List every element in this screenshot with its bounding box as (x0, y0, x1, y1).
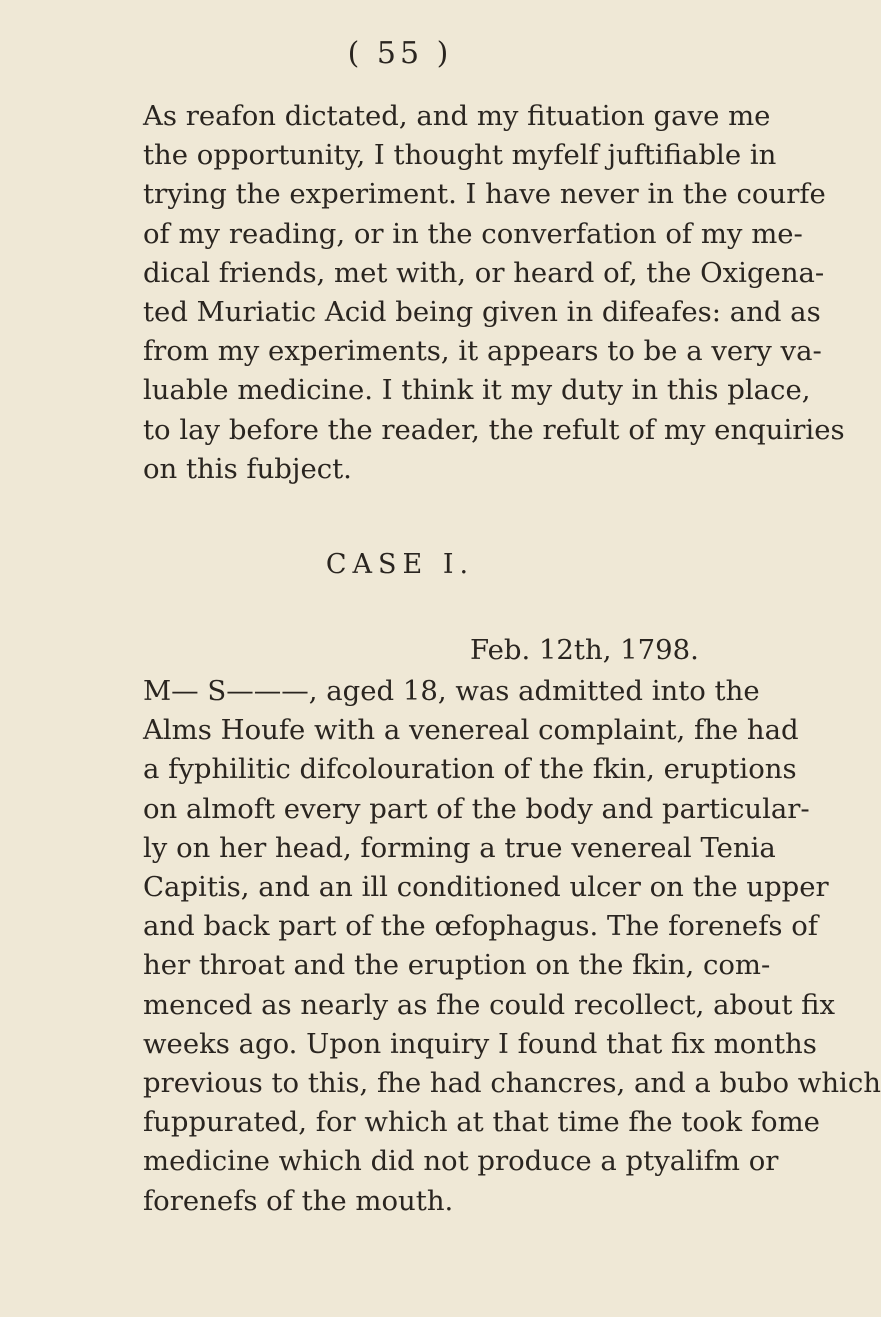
text-line: forenefs of the mouth. (143, 1184, 454, 1217)
text-line: a fyphilitic difcolouration of the fkin, eruptions (143, 753, 797, 786)
text-line: on almoft every part of the body and particular- (143, 792, 810, 825)
text-line: As reafon dictated, and my fituation gave me (143, 100, 771, 132)
text-line: trying the experiment. I have never in the courfe (143, 178, 826, 211)
text-line: dical friends, met with, or heard of, the Oxigena- (143, 256, 825, 289)
text-line: previous to this, fhe had chancres, and a bubo which (143, 1067, 881, 1100)
text-line: to lay before the reader, the refult of my enquiries (143, 413, 845, 446)
text-line: the opportunity, I thought myfelf juftifiable in (143, 139, 777, 172)
text-line: medicine which did not produce a ptyalifm or (143, 1145, 779, 1178)
page-number: ( 55 ) (347, 36, 453, 71)
text-line: of my reading, or in the converfation of my me- (143, 217, 803, 250)
text-line: Alms Houfe with a venereal complaint, fhe had (143, 714, 799, 747)
text-line: her throat and the eruption on the fkin, com- (143, 949, 771, 982)
text-line: fuppurated, for which at that time fhe took fome (143, 1106, 820, 1139)
text-line: weeks ago. Upon inquiry I found that fix months (143, 1027, 817, 1060)
paragraph-case (143, 672, 881, 1221)
text-line: on this fubject. (143, 452, 352, 485)
text-line: ly on her head, forming a true venereal Tenia (143, 831, 776, 864)
text-line: from my experiments, it appears to be a very va- (143, 335, 822, 368)
case-date: Feb. 12th, 1798. (470, 634, 699, 666)
text-line: luable medicine. I think it my duty in this place, (143, 374, 811, 407)
text-line: M— S———, aged 18, was admitted into the (143, 675, 760, 707)
paragraph-intro (143, 97, 845, 489)
text-line: ted Muriatic Acid being given in difeafes: and as (143, 296, 821, 329)
text-line: and back part of the œfophagus. The forenefs of (143, 910, 818, 943)
text-line: menced as nearly as fhe could recollect, about fix (143, 988, 835, 1021)
text-line: Capitis, and an ill conditioned ulcer on the upper (143, 871, 829, 904)
case-heading: CASE I. (325, 549, 475, 580)
